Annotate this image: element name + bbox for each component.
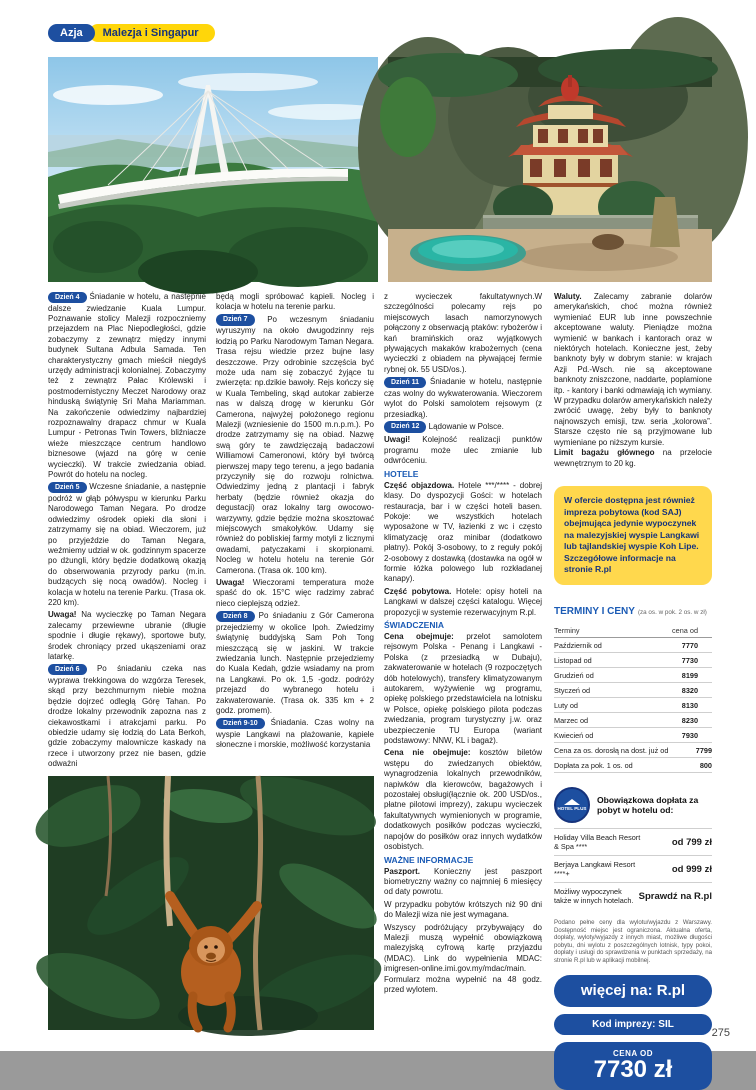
sky-bridge-photo [48, 57, 378, 282]
hotel-plus-row [554, 855, 712, 882]
itinerary-paragraph: Dzień 11 Śniadanie w hotelu, następnie czas wolny do wykwaterowania. Wieczorem wylot do Polski samolotem rejsowym (z przesiadką). [384, 377, 542, 419]
itinerary-paragraph: Uwaga! Wieczorami temperatura może spaść do ok. 15°C więc radzimy zabrać nieco cieplejszą odzież. [216, 578, 374, 608]
region-badge: Azja [48, 24, 95, 42]
day-badge: Dzień 5 [48, 482, 87, 494]
page-title: Malezja i Singapur [89, 24, 215, 42]
itinerary-paragraph: Wszyscy podróżujący przybywający do Malezji muszą wypełnić obowiązkową malezyjską cyfrową kartę przyjazdu (MDAC). Link do wypełnienia MDAC: imigresen-online.imi.gov.my/mdac/main. Formularz można wypełnić na 48 godz. przed wylotem. [384, 922, 542, 994]
cave-temple-photo [388, 57, 712, 282]
stay-offer-note: W ofercie dostępna jest również impreza pobytowa (kod SAJ) obejmująca jedynie wypoczynek na malezyjskiej wyspie Langkawi lub tajlandskiej wyspie Koh Lipe. Szczegółowe informacje na stronie R.pl [554, 486, 712, 585]
itinerary-paragraph: Uwaga! Na wycieczkę po Taman Negara zalecamy przewiewne ubranie (długie spodnie i długie rękawy), sportowe buty, środek chroniący przed ukąszeniami oraz latarkę. [48, 610, 206, 661]
price-table-subtitle: (za os. w pok. 2 os. w zł) [637, 609, 707, 617]
price-table-row: Grudzień od 8199 [554, 668, 712, 683]
price-table-row: Kwiecień od 7930 [554, 728, 712, 743]
hotel-plus-rows [554, 828, 712, 909]
breadcrumb [48, 24, 215, 42]
baggage-info: Limit bagażu głównego na przelocie wewnętrznym to 20 kg. [554, 448, 712, 468]
section-heading: WAŻNE INFORMACJE [384, 854, 474, 865]
itinerary-paragraph: Część pobytowa. Hotele: opisy hoteli na Langkawi w dalszej części katalogu. Więcej propozycji w systemie rezerwacyjnym R.pl. [384, 586, 542, 617]
hotel-name: Możliwy wypoczynek także w innych hotelach. [554, 887, 634, 906]
hotel-plus-title: Obowiązkowa dopłata za pobyt w hotelu od: [597, 794, 699, 816]
itinerary-paragraph: Dzień 9-10 Śniadania. Czas wolny na wyspie Langkawi na plażowanie, kąpiele słoneczne i morskie, możliwość korzystania [216, 718, 374, 750]
more-on-rpl-button[interactable]: więcej na: R.pl [554, 975, 712, 1007]
trip-code-button[interactable]: Kod imprezy: SIL [554, 1014, 712, 1035]
hotel-plus-row [554, 828, 712, 855]
section-heading: ŚWIADCZENIA [384, 619, 444, 630]
itinerary-paragraph: W przypadku pobytów krótszych niż 90 dni do Malezji wiza nie jest wymagana. [384, 899, 542, 920]
section-heading: HOTELE [384, 468, 419, 479]
day-badge: Dzień 8 [216, 611, 255, 623]
price-table-row: Dopłata za pok. 1 os. od 800 [554, 758, 712, 773]
price-from-label: CENA OD [612, 1049, 654, 1059]
hotel-surcharge: od 799 zł [671, 836, 712, 848]
info-sidebar [554, 292, 712, 1090]
itinerary-paragraph: Dzień 5 Wczesne śniadanie, a następnie podróż w głąb półwyspu w kierunku Parku Narodowego Taman Negara. Po drodze odwiedzimy ośrodek opieki dla słoni i zatrzymamy się na obiad. Wieczorem, już po przyjeździe do Taman Negara, weźmiemy udział w ok. godzinnym spacerze po dżungli, który będzie dodatkową okazją do obserwowania przyrody parku (m.in. budzących się nocą owadów). Nocleg i kolacja w hotelu na terenie Parku. (Trasa ok. 220 km). [48, 482, 207, 607]
day-badge: Dzień 6 [48, 664, 87, 676]
hotel-plus-section [554, 787, 712, 909]
hotel-plus-icon: HOTEL PLUS [554, 787, 590, 823]
itinerary-paragraph: Uwagi! Kolejność realizacji punktów programu może ulec zmianie lub odwróceniu. [384, 435, 542, 466]
itinerary-paragraph: Dzień 8 Po śniadaniu z Gór Camerona przejedziemy w okolice Ipoh. Zwiedzimy świątynię buddyjską Sam Poh Tong mieszczącą się w jaskini. W trakcie zwiedzania lunch. Następnie przejedziemy do Kuala Kedah, gdzie wsiadamy na prom na Langkawi. Po ok. 1,5 -godz. podróży przejazd do wybranego hotelu i zakwaterowanie. (Trasa ok. 335 km + 2 godz. promem). [216, 611, 374, 716]
day-badge: Dzień 11 [384, 377, 426, 389]
hotel-plus-row [554, 882, 712, 909]
price-table-row: Terminy cena od [554, 623, 712, 638]
price-from-value: 7730 zł [593, 1056, 673, 1084]
currency-info: Waluty. Zalecamy zabranie dolarów amerykańskich, choć można również wymieniać EUR lub inne powszechnie akceptowane waluty. Pieniądze można wymienić w bankach i kantorach oraz w niektórych hotelach. Konieczne jest, żeby banknoty były w dobrym stanie: w krajach Azji Pd.-Wsch. nie są akceptowane banknoty zniszczone, naddarte, poplamione itp. - kantory i banki odmawiają ich wymiany. W przypadku dolarów amerykańskich należy zwrócić uwagę, żeby były to banknoty najnowszych emisji, tzw. seria „kolorowa”. Starsze często nie są przyjmowane lub wymieniane po niższym kursie. [554, 292, 712, 447]
day-badge: Dzień 9-10 [216, 718, 265, 730]
check-on-rpl-link[interactable]: Sprawdź na R.pl [638, 890, 712, 902]
legal-fineprint: Podano pełne ceny dla wylotu/wyjazdu z Warszawy. Dostępność miejsc jest ograniczona. Aktualna oferta, dopłaty, wyloty/wyjazdy z innych miast, możliwe długości pobytu, dni wylotu z poszczególnych lotnisk, typy pokoi, dopłaty i usługi do sprawdzenia w punktach sprzedaży, na stronie R.pl lub w aplikacji mobilnej. [554, 919, 712, 965]
itinerary-paragraph: Cena nie obejmuje: kosztów biletów wstępu do zwiedzanych obiektów, wynagrodzenia lokalnych przewodników, napiwków dla kierowców, bagażowych i pozostałej obsługi(łącznie ok. 200 USD/os., płatne pilotowi imprezy), zakupu wycieczek fakultatywnych wymienionych w programie, dodatkowych posiłków podczas wycieczki, napojów do posiłków oraz innych wydatków osobistych. [384, 748, 542, 852]
price-table-body [554, 623, 712, 773]
text-column [384, 292, 542, 1034]
hotel-name: Holiday Villa Beach Resort & Spa **** [554, 833, 641, 852]
price-table-title: TERMINY I CENY [554, 606, 635, 618]
day-badge: Dzień 12 [384, 421, 426, 433]
price-table-row: Styczeń od 8320 [554, 683, 712, 698]
price-table [554, 601, 712, 773]
day-badge: Dzień 4 [48, 292, 87, 304]
itinerary-paragraph: z wycieczek fakultatywnych.W szczególności polecamy rejs po miejscowych lasach namorzynowych połączony z obserwacją ptaków: rybożerów i kań bramińskich oraz wyjątkowych pływających makaków krabożernych (cena wycieczki z obiadem na pływającej fermie rybnej ok. 55 USD/os.). [384, 292, 542, 374]
itinerary-paragraph: Część objazdowa. Hotele ***/**** - dobrej klasy. Do dyspozycji Gości: w hotelach restauracja, bar i w części hoteli basen. Pokoje: we wszystkich hotelach wyposażone w TV, łazienki z wc i często klimatyzację oraz minibar (dodatkowo płatny). Pokój 3-osobowy, to z reguły pokój 2-osobowy z dostawką (dostawka na ogół w formie łóżka polowego lub rozkładanej kanapy). [384, 480, 542, 584]
day-badge: Dzień 7 [216, 314, 255, 326]
price-table-row: Listopad od 7730 [554, 653, 712, 668]
price-table-row: Marzec od 8230 [554, 713, 712, 728]
itinerary-paragraph: Dzień 7 Po wczesnym śniadaniu wyruszymy na około dwugodzinny rejs łodzią po Parku Narodowym Taman Negara. Trasa rejsu wiedzie przez bujne lasy deszczowe. Przy odrobinie szczęścia być może uda nam się zobaczyć żyjące tu zwierzęta: np.dzikie bawoły. Rejs kończy się w Kuala Tembeling, skąd autokar zabierze nas w dalszą drogę w kierunku Gór Camerona, najwyżej położonego regionu Malezji (wzniesienie do 1500 m.n.p.m.). Po drodze zatrzymamy się na obiad. Nazwę swą góry te zawdzięczają badaczowi Williamowi Cameronowi, który był twórcą pierwszej mapy tego terenu, a jego badania przyczyniły się do rozwoju rolnictwa. Odwiedzimy jedną z plantacji i fabryk herbaty (będzie również okazja do degustacji) oraz lokalny targ owocowo-warzywny, gdzie będzie można skosztować miejscowych smakołyków. Udamy się również do pobliskiej farmy motyli z licznymi owadami, patyczakami i skorpionami. Nocleg w hotelu hotelu na terenie Gór Camerona. (Trasa ok. 100 km). [216, 314, 374, 575]
page-number: 275 [711, 1027, 730, 1039]
itinerary-paragraph: Dzień 12 Lądowanie w Polsce. [384, 422, 542, 434]
price-table-row: Cena za os. dorosłą na dost. już od 7799 [554, 743, 712, 758]
price-from-button[interactable] [554, 1042, 712, 1090]
itinerary-paragraph: Dzień 4 Śniadanie w hotelu, a następnie dalsze zwiedzanie Kuala Lumpur. Poznawanie stolicy Malezji rozpoczniemy przejazdem na Plac Niepodległości, gdzie zobaczymy z zewnątrz między innymi budynek Sultana Adbula Samada. Ten charakterystyczny gmach mieścił niegdyś urzędy administracji kolonialnej. Zobaczymy też z zewnątrz Pałac Królewski i postmodernistyczny Meczet Narodowy oraz hinduską świątynię Sri Maha Mariamman. Na zakończenie odwiedzimy najbardziej rozpoznawalny drapacz chmur w Kuala Lumpur - Petronas Twin Towers, bliźniacze wieże mieszczące centrum handlowo biznesowe (wjazd na górę w cenie wycieczki). W trakcie zwiedzania obiad. Powrót do hotelu na nocleg. [48, 292, 206, 479]
hotel-name: Berjaya Langkawi Resort ****+ [554, 860, 636, 879]
itinerary-paragraph: będą mogli spróbować kąpieli. Nocleg i kolacja w hotelu na terenie parku. [216, 292, 374, 312]
itinerary-paragraph: Dzień 6 Po śniadaniu czeka nas wyprawa trekkingowa do wzgórza Teresek, skąd przy bezchmurnym niebie można będzie dojrzeć odległą Górę Tahan. Po drodze lokalny przewodnik zapozna nas z ciekawostkami i atrakcjami parku. Po obiedzie udamy się łodzią do Lata Berkoh, gdzie zobaczymy malownicze kaskady na rzece i utworzony przez nie basen, gdzie odważni [48, 664, 206, 769]
itinerary-paragraph: Paszport. Konieczny jest paszport biometryczny ważny co najmniej 6 miesięcy od daty powrotu. [384, 866, 542, 897]
price-table-row: Październik od 7770 [554, 638, 712, 653]
hotel-surcharge: od 999 zł [671, 863, 712, 875]
orangutan-photo [48, 776, 374, 1030]
price-table-row: Luty od 8130 [554, 698, 712, 713]
itinerary-paragraph: Cena obejmuje: przelot samolotem rejsowym Polska - Penang i Langkawi - Polska (z przesiadką w Dubaju), zakwaterowanie w hotelach (9 rozpoczętych dób hotelowych), transfery klimatyzowanym autokarem, wyżywienie wg programu, opiekę polskiego przedstawiciela na lotnisku w Polsce, opiekę polskiego pilota podczas zwiedzania, program turystyczny j.w. oraz ubezpieczenie TU Europa (wariant podstawowy: NNW, KL i bagaż). [384, 631, 542, 746]
